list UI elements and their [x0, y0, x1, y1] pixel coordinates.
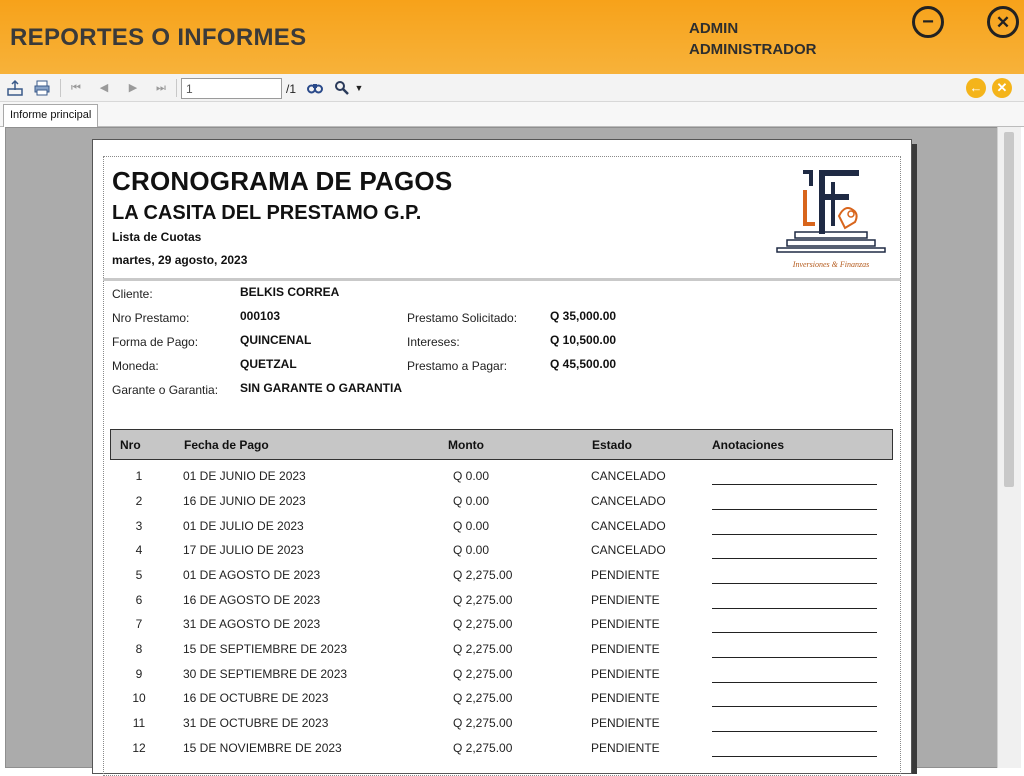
row-nro: 3: [135, 519, 143, 533]
row-nro: 12: [132, 741, 146, 755]
report-title: CRONOGRAMA DE PAGOS: [112, 166, 453, 196]
forma-pago-value: QUINCENAL: [240, 333, 312, 347]
toolbar-separator: [60, 79, 61, 97]
row-fecha: 16 DE AGOSTO DE 2023: [183, 593, 321, 607]
row-nro: 7: [135, 617, 143, 631]
toolbar-separator: [176, 79, 177, 97]
table-row: [110, 565, 893, 589]
row-monto: Q 2,275.00: [453, 568, 513, 582]
row-fecha: 16 DE JUNIO DE 2023: [183, 494, 306, 508]
row-fecha: 31 DE AGOSTO DE 2023: [183, 617, 321, 631]
row-estado: PENDIENTE: [591, 568, 660, 582]
row-estado: PENDIENTE: [591, 593, 660, 607]
row-fecha: 01 DE AGOSTO DE 2023: [183, 568, 321, 582]
moneda-value: QUETZAL: [240, 357, 297, 371]
row-estado: PENDIENTE: [591, 716, 660, 730]
minimize-icon: −: [922, 11, 934, 33]
annotation-line: [712, 608, 877, 609]
app-title: REPORTES O INFORMES: [10, 24, 307, 51]
row-fecha: 31 DE OCTUBRE DE 2023: [183, 716, 329, 730]
row-fecha: 15 DE SEPTIEMBRE DE 2023: [183, 642, 348, 656]
row-monto: Q 2,275.00: [453, 716, 513, 730]
prestamo-pagar-value: Q 45,500.00: [550, 357, 617, 371]
row-estado: CANCELADO: [591, 543, 666, 557]
cliente-value: BELKIS CORREA: [240, 285, 340, 299]
annotation-line: [712, 558, 877, 559]
column-header-anotaciones: Anotaciones: [712, 438, 785, 452]
table-row: [110, 713, 893, 737]
minimize-button[interactable]: [912, 6, 944, 38]
tab-strip: [0, 102, 1024, 127]
header-divider: [103, 278, 901, 281]
annotation-line: [712, 657, 877, 658]
intereses-value: Q 10,500.00: [550, 333, 617, 347]
row-monto: Q 2,275.00: [453, 593, 513, 607]
annotation-line: [712, 583, 877, 584]
close-window-button[interactable]: [987, 6, 1019, 38]
print-icon[interactable]: [33, 79, 51, 97]
row-estado: CANCELADO: [591, 469, 666, 483]
zoom-icon[interactable]: [333, 79, 351, 97]
tab-informe-principal[interactable]: Informe principal: [3, 104, 98, 127]
row-estado: PENDIENTE: [591, 741, 660, 755]
close-report-icon[interactable]: ✕: [992, 78, 1012, 98]
cliente-label: Cliente:: [112, 287, 153, 301]
row-fecha: 17 DE JULIO DE 2023: [183, 543, 304, 557]
table-row: [110, 664, 893, 688]
user-name: ADMIN: [689, 20, 739, 37]
row-nro: 8: [135, 642, 143, 656]
table-row: [110, 738, 893, 762]
table-header: [110, 429, 893, 460]
column-header-nro: Nro: [120, 438, 141, 452]
row-estado: PENDIENTE: [591, 691, 660, 705]
garante-label: Garante o Garantia:: [112, 383, 219, 397]
row-nro: 5: [135, 568, 143, 582]
report-date: martes, 29 agosto, 2023: [112, 253, 248, 267]
report-subtitle: Lista de Cuotas: [112, 230, 202, 244]
table-row: [110, 540, 893, 564]
row-nro: 11: [132, 716, 146, 730]
row-monto: Q 0.00: [453, 469, 490, 483]
row-fecha: 16 DE OCTUBRE DE 2023: [183, 691, 329, 705]
close-icon: ✕: [995, 12, 1011, 32]
forma-pago-label: Forma de Pago:: [112, 335, 199, 349]
row-monto: Q 2,275.00: [453, 642, 513, 656]
prestamo-solicitado-label: Prestamo Solicitado:: [407, 311, 518, 325]
column-header-monto: Monto: [448, 438, 484, 452]
row-monto: Q 2,275.00: [453, 741, 513, 755]
app-header: [0, 0, 1024, 74]
intereses-label: Intereses:: [407, 335, 460, 349]
row-nro: 6: [135, 593, 143, 607]
zoom-dropdown-icon[interactable]: ▼: [354, 83, 364, 93]
report-toolbar: [0, 74, 1024, 102]
prestamo-solicitado-value: Q 35,000.00: [550, 309, 617, 323]
row-fecha: 30 DE SEPTIEMBRE DE 2023: [183, 667, 348, 681]
scrollbar-thumb[interactable]: [1004, 132, 1014, 487]
previous-page-icon[interactable]: ◀: [99, 82, 109, 94]
annotation-line: [712, 632, 877, 633]
row-monto: Q 0.00: [453, 519, 490, 533]
annotation-line: [712, 484, 877, 485]
row-fecha: 15 DE NOVIEMBRE DE 2023: [183, 741, 342, 755]
row-fecha: 01 DE JUNIO DE 2023: [183, 469, 306, 483]
row-monto: Q 2,275.00: [453, 617, 513, 631]
find-icon[interactable]: [306, 79, 324, 97]
page-total: /1: [286, 82, 297, 96]
row-monto: Q 0.00: [453, 543, 490, 557]
table-row: [110, 466, 893, 490]
row-nro: 10: [132, 691, 146, 705]
page-number-input[interactable]: [181, 78, 282, 99]
row-estado: CANCELADO: [591, 494, 666, 508]
table-row: [110, 614, 893, 638]
annotation-line: [712, 509, 877, 510]
back-icon[interactable]: ←: [966, 78, 986, 98]
annotation-line: [712, 706, 877, 707]
table-row: [110, 516, 893, 540]
row-monto: Q 0.00: [453, 494, 490, 508]
annotation-line: [712, 534, 877, 535]
export-icon[interactable]: [6, 79, 24, 97]
moneda-label: Moneda:: [112, 359, 159, 373]
company-name: LA CASITA DEL PRESTAMO G.P.: [112, 202, 422, 224]
column-header-fecha: Fecha de Pago: [184, 438, 269, 452]
column-header-estado: Estado: [592, 438, 633, 452]
company-logo: [773, 164, 889, 272]
first-page-icon[interactable]: ⏮: [71, 82, 81, 94]
row-estado: PENDIENTE: [591, 667, 660, 681]
nro-prestamo-label: Nro Prestamo:: [112, 311, 190, 325]
table-row: [110, 590, 893, 614]
row-estado: CANCELADO: [591, 519, 666, 533]
user-role: ADMINISTRADOR: [689, 41, 817, 58]
row-monto: Q 2,275.00: [453, 691, 513, 705]
row-nro: 9: [135, 667, 143, 681]
vertical-scrollbar[interactable]: [997, 127, 1021, 768]
table-row: [110, 491, 893, 515]
row-monto: Q 2,275.00: [453, 667, 513, 681]
table-row: [110, 639, 893, 663]
report-page: [92, 139, 912, 774]
row-fecha: 01 DE JULIO DE 2023: [183, 519, 304, 533]
garante-value: SIN GARANTE O GARANTIA: [240, 381, 402, 395]
last-page-icon[interactable]: ⏭: [156, 82, 166, 94]
annotation-line: [712, 731, 877, 732]
annotation-line: [712, 756, 877, 757]
row-nro: 1: [135, 469, 143, 483]
row-nro: 2: [135, 494, 143, 508]
prestamo-pagar-label: Prestamo a Pagar:: [407, 359, 508, 373]
annotation-line: [712, 682, 877, 683]
row-estado: PENDIENTE: [591, 617, 660, 631]
row-estado: PENDIENTE: [591, 642, 660, 656]
row-nro: 4: [135, 543, 143, 557]
logo-text: Inversiones & Finanzas: [792, 260, 870, 269]
nro-prestamo-value: 000103: [240, 309, 281, 323]
next-page-icon[interactable]: ▶: [128, 82, 138, 94]
table-row: [110, 688, 893, 712]
